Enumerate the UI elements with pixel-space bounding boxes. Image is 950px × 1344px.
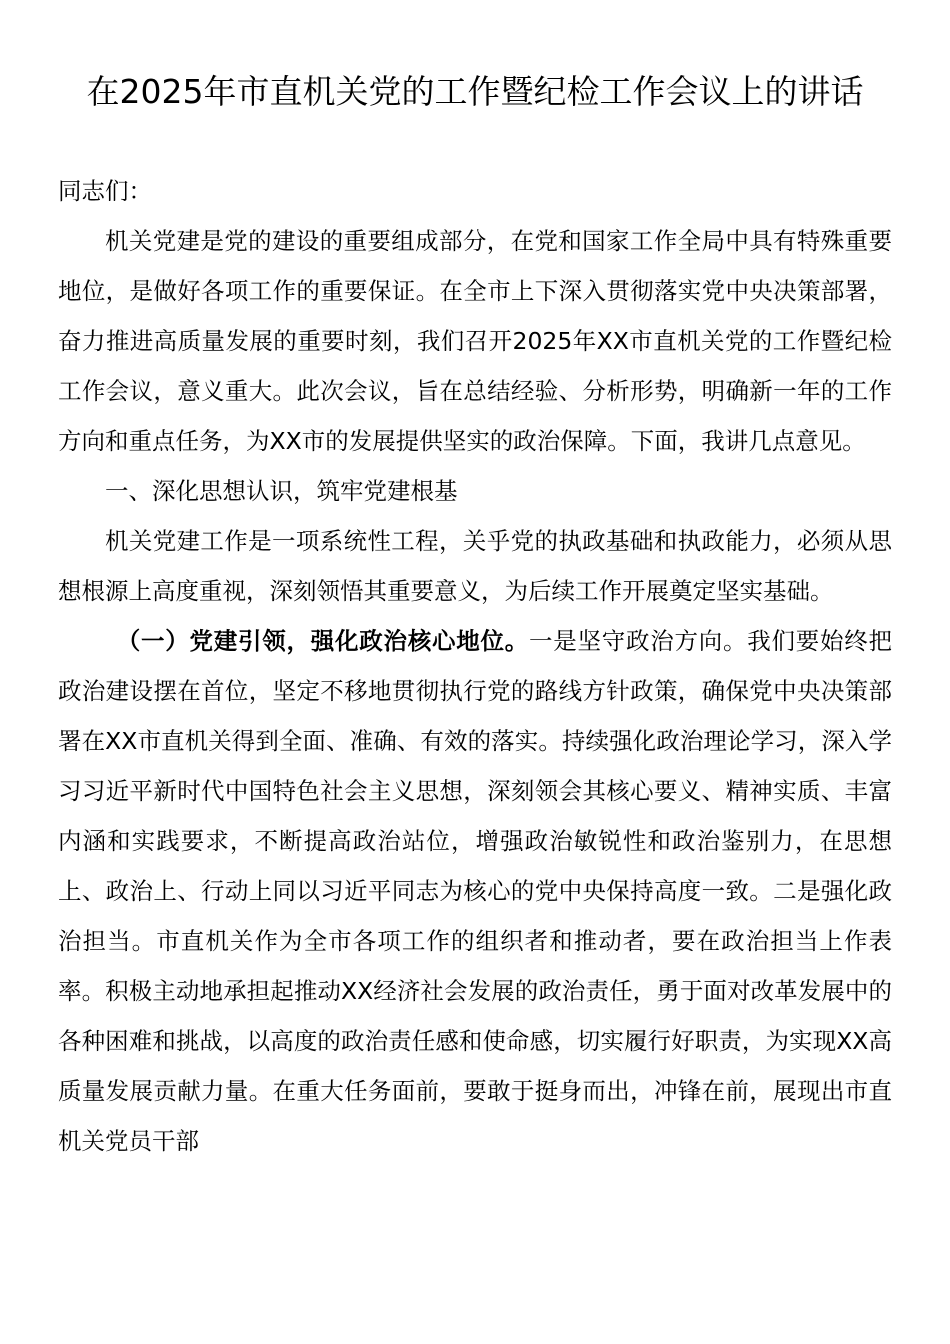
- intro-paragraph: 机关党建是党的建设的重要组成部分，在党和国家工作全局中具有特殊重要地位，是做好各项工作的重要保证。在全市上下深入贯彻落实党中央决策部署，奋力推进高质量发展的重要时刻，我们召开2025年XX市直机关党的工作暨纪检工作会议，意义重大。此次会议，旨在总结经验、分析形势，明确新一年的工作方向和重点任务，为XX市的发展提供坚实的政治保障。下面，我讲几点意见。: [58, 227, 892, 455]
- subsection-text: 一是坚守政治方向。我们要始终把政治建设摆在首位，坚定不移地贯彻执行党的路线方针政策，确保党中央决策部署在XX市直机关得到全面、准确、有效的落实。持续强化政治理论学习，深入学习习近平新时代中国特色社会主义思想，深刻领会其核心要义、精神实质、丰富内涵和实践要求，不断提高政治站位，增强政治敏锐性和政治鉴别力，在思想上、政治上、行动上同以习近平同志为核心的党中央保持高度一致。二是强化政治担当。市直机关作为全市各项工作的组织者和推动者，要在政治担当上作表率。积极主动地承担起推动XX经济社会发展的政治责任，勇于面对改革发展中的各种困难和挑战，以高度的政治责任感和使命感，切实履行好职责，为实现XX高质量发展贡献力量。在重大任务面前，要敢于挺身而出，冲锋在前，展现出市直机关党员干部: [58, 627, 892, 1155]
- document-body: [58, 166, 892, 1166]
- section-intro-paragraph: 机关党建工作是一项系统性工程，关乎党的执政基础和执政能力，必须从思想根源上高度重视，深刻领悟其重要意义，为后续工作开展奠定坚实基础。: [58, 527, 892, 605]
- section-heading-1: 一、深化思想认识，筑牢党建根基: [105, 477, 458, 505]
- document-title: 在2025年市直机关党的工作暨纪检工作会议上的讲话: [86, 72, 864, 111]
- subsection-heading: （一）党建引领，强化政治核心地位。: [116, 627, 529, 655]
- salutation: 同志们：: [58, 177, 152, 205]
- subsection-paragraph: [58, 616, 892, 1166]
